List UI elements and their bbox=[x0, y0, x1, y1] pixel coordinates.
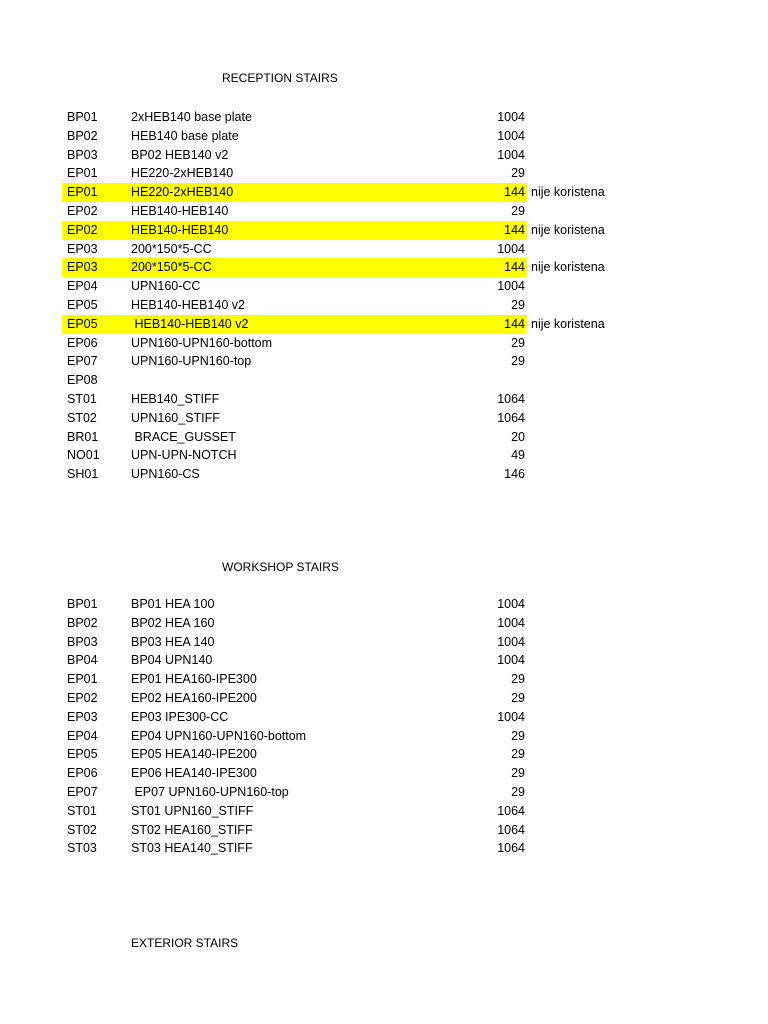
table-row bbox=[0, 783, 768, 802]
item-code: EP01 bbox=[67, 672, 98, 687]
table-row bbox=[0, 821, 768, 840]
table-row bbox=[0, 334, 768, 353]
table-row bbox=[0, 633, 768, 652]
item-description: HEB140_STIFF bbox=[131, 391, 220, 406]
item-description: UPN160-UPN160-top bbox=[131, 354, 252, 369]
item-description: EP02 HEA160-IPE200 bbox=[131, 690, 257, 705]
table-row bbox=[0, 745, 768, 764]
item-code: BP04 bbox=[67, 653, 98, 668]
table-row bbox=[0, 802, 768, 821]
item-value: 144 bbox=[504, 222, 525, 237]
table-row bbox=[0, 465, 768, 484]
item-code: BP01 bbox=[67, 597, 98, 611]
table-row bbox=[0, 689, 768, 708]
item-code: BP03 bbox=[67, 147, 98, 162]
item-code: EP03 bbox=[67, 709, 98, 724]
item-value: 20 bbox=[511, 429, 525, 444]
item-description: EP04 UPN160-UPN160-bottom bbox=[131, 728, 307, 743]
item-value: 29 bbox=[511, 166, 525, 181]
table-row bbox=[0, 202, 768, 221]
table-row bbox=[0, 258, 768, 277]
item-code: ST01 bbox=[67, 803, 97, 818]
table-row bbox=[0, 614, 768, 633]
item-description: EP06 HEA140-IPE300 bbox=[131, 766, 257, 781]
item-description: 200*150*5-CC bbox=[131, 241, 212, 256]
section-title-exterior: EXTERIOR STAIRS bbox=[131, 936, 239, 950]
item-description: HE220-2xHEB140 bbox=[131, 166, 234, 181]
item-description: BP04 UPN140 bbox=[131, 653, 213, 668]
item-description: BP03 HEA 140 bbox=[131, 634, 215, 649]
item-code: EP06 bbox=[67, 335, 98, 350]
item-value: 1004 bbox=[497, 653, 525, 668]
table-row bbox=[0, 595, 768, 614]
item-value: 29 bbox=[511, 354, 525, 369]
table-row bbox=[0, 277, 768, 296]
item-value: 1064 bbox=[497, 841, 525, 856]
table-row bbox=[0, 651, 768, 670]
item-description: UPN160_STIFF bbox=[131, 410, 220, 425]
table-row bbox=[0, 352, 768, 371]
item-code: NO01 bbox=[67, 448, 100, 463]
item-note: nije koristena bbox=[531, 316, 605, 331]
item-description: BP01 HEA 100 bbox=[131, 597, 215, 611]
item-value: 1004 bbox=[497, 279, 525, 294]
item-value: 144 bbox=[504, 316, 525, 331]
item-value: 1004 bbox=[497, 597, 525, 611]
item-value: 144 bbox=[504, 185, 525, 200]
table-row bbox=[0, 146, 768, 165]
item-code: EP02 bbox=[67, 222, 98, 237]
item-description: HEB140-HEB140 v2 bbox=[131, 297, 245, 312]
item-description: 2xHEB140 base plate bbox=[131, 110, 252, 124]
item-value: 29 bbox=[511, 690, 525, 705]
item-value: 1004 bbox=[497, 147, 525, 162]
item-code: BP01 bbox=[67, 110, 98, 124]
table-row bbox=[0, 428, 768, 447]
item-description: EP07 UPN160-UPN160-top bbox=[131, 784, 289, 799]
item-description: HEB140-HEB140 bbox=[131, 203, 229, 218]
table-row bbox=[0, 708, 768, 727]
item-description: EP03 IPE300-CC bbox=[131, 709, 229, 724]
table-row bbox=[0, 670, 768, 689]
section-title-workshop: WORKSHOP STAIRS bbox=[222, 560, 339, 574]
item-description: HEB140 base plate bbox=[131, 128, 239, 143]
item-value: 1004 bbox=[497, 709, 525, 724]
item-code: EP04 bbox=[67, 728, 98, 743]
table-row bbox=[0, 183, 768, 202]
item-code: ST02 bbox=[67, 822, 97, 837]
table-row bbox=[0, 296, 768, 315]
item-description: HE220-2xHEB140 bbox=[131, 185, 234, 200]
item-value: 29 bbox=[511, 728, 525, 743]
table-row bbox=[0, 221, 768, 240]
item-value: 29 bbox=[511, 747, 525, 762]
item-note: nije koristena bbox=[531, 222, 605, 237]
item-description: UPN160-CC bbox=[131, 279, 201, 294]
table-row bbox=[0, 315, 768, 334]
table-row bbox=[0, 108, 768, 127]
table-row bbox=[0, 390, 768, 409]
item-value: 29 bbox=[511, 672, 525, 687]
item-code: EP05 bbox=[67, 297, 98, 312]
item-code: EP03 bbox=[67, 260, 98, 275]
item-description: HEB140-HEB140 v2 bbox=[131, 316, 249, 331]
item-code: BP02 bbox=[67, 128, 98, 143]
item-value: 144 bbox=[504, 260, 525, 275]
table-row bbox=[0, 839, 768, 858]
item-description: ST01 UPN160_STIFF bbox=[131, 803, 254, 818]
item-code: EP03 bbox=[67, 241, 98, 256]
table-row bbox=[0, 164, 768, 183]
item-code: EP07 bbox=[67, 354, 98, 369]
table-row bbox=[0, 446, 768, 465]
table-row bbox=[0, 371, 768, 390]
item-value: 1004 bbox=[497, 634, 525, 649]
item-code: EP05 bbox=[67, 316, 98, 331]
item-note: nije koristena bbox=[531, 260, 605, 275]
item-description: EP01 HEA160-IPE300 bbox=[131, 672, 257, 687]
item-description: ST03 HEA140_STIFF bbox=[131, 841, 253, 856]
item-value: 29 bbox=[511, 784, 525, 799]
item-value: 29 bbox=[511, 203, 525, 218]
item-code: BP03 bbox=[67, 634, 98, 649]
item-code: EP06 bbox=[67, 766, 98, 781]
item-code: EP07 bbox=[67, 784, 98, 799]
item-description: BRACE_GUSSET bbox=[131, 429, 236, 444]
table-row bbox=[0, 240, 768, 259]
item-value: 1004 bbox=[497, 128, 525, 143]
item-code: BR01 bbox=[67, 429, 99, 444]
item-description: UPN-UPN-NOTCH bbox=[131, 448, 237, 463]
item-description: UPN160-UPN160-bottom bbox=[131, 335, 273, 350]
item-code: EP01 bbox=[67, 185, 98, 200]
table-row bbox=[0, 764, 768, 783]
item-description: BP02 HEA 160 bbox=[131, 615, 215, 630]
item-code: EP02 bbox=[67, 690, 98, 705]
item-value: 1004 bbox=[497, 615, 525, 630]
item-value: 146 bbox=[504, 467, 525, 482]
item-code: EP02 bbox=[67, 203, 98, 218]
item-code: BP02 bbox=[67, 615, 98, 630]
reception-table bbox=[0, 108, 768, 484]
item-code: EP05 bbox=[67, 747, 98, 762]
item-code: SH01 bbox=[67, 467, 99, 482]
item-description: BP02 HEB140 v2 bbox=[131, 147, 229, 162]
item-value: 1064 bbox=[497, 803, 525, 818]
item-code: EP08 bbox=[67, 373, 98, 388]
item-description: 200*150*5-CC bbox=[131, 260, 212, 275]
item-description: UPN160-CS bbox=[131, 467, 200, 482]
item-code: EP01 bbox=[67, 166, 98, 181]
item-value: 1064 bbox=[497, 391, 525, 406]
item-code: ST01 bbox=[67, 391, 97, 406]
table-row bbox=[0, 127, 768, 146]
item-code: EP04 bbox=[67, 279, 98, 294]
item-value: 29 bbox=[511, 335, 525, 350]
item-value: 1004 bbox=[497, 110, 525, 124]
table-row bbox=[0, 409, 768, 428]
table-row bbox=[0, 727, 768, 746]
item-description: EP05 HEA140-IPE200 bbox=[131, 747, 257, 762]
item-code: ST02 bbox=[67, 410, 97, 425]
item-description: ST02 HEA160_STIFF bbox=[131, 822, 253, 837]
item-value: 1064 bbox=[497, 822, 525, 837]
item-code: ST03 bbox=[67, 841, 97, 856]
item-description: HEB140-HEB140 bbox=[131, 222, 229, 237]
item-value: 29 bbox=[511, 297, 525, 312]
item-note: nije koristena bbox=[531, 185, 605, 200]
item-value: 49 bbox=[511, 448, 525, 463]
section-title-reception: RECEPTION STAIRS bbox=[222, 71, 338, 85]
item-value: 29 bbox=[511, 766, 525, 781]
item-value: 1004 bbox=[497, 241, 525, 256]
workshop-table bbox=[0, 595, 768, 858]
item-value: 1064 bbox=[497, 410, 525, 425]
